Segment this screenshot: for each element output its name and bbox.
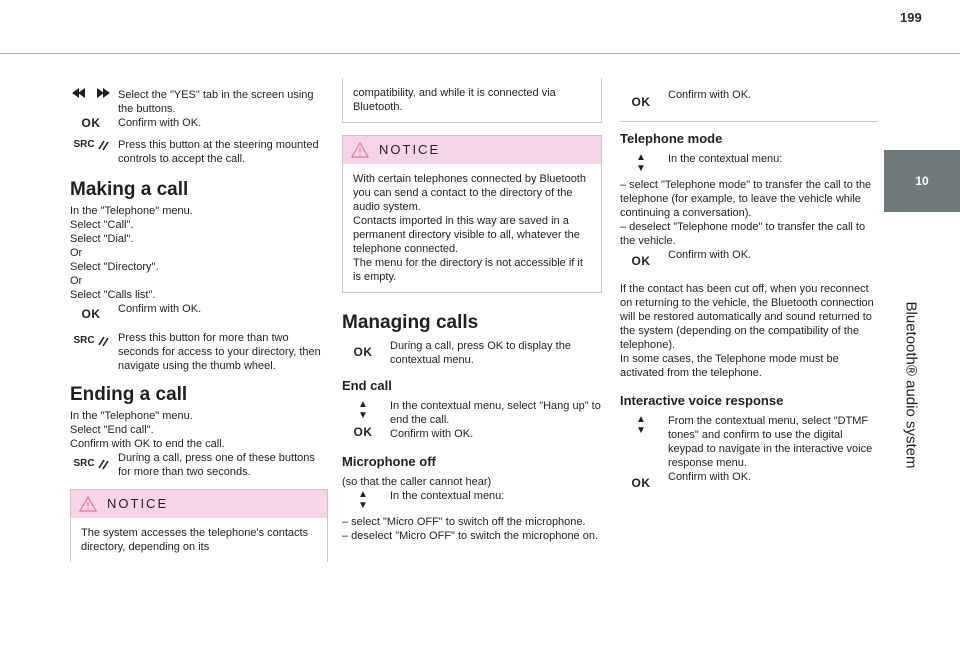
column-1 [70,80,328,562]
making-line-5: Or [70,275,83,287]
making-line-1: Select "Call". [70,219,134,231]
notice-line-1: Contacts imported in this way are saved in a permanent directory visible to all, whatever the telephone connected. [353,215,580,255]
making-confirm: Confirm with OK. [118,303,202,315]
ending-line-2: Confirm with OK to end the call. [70,438,225,450]
up-arrow-icon: ▲ [636,414,646,425]
notice-continued-text: compatibility, and while it is connected via Bluetooth. [353,87,556,113]
notice-continued-box [342,78,602,123]
ok-icon: OK [81,307,101,321]
down-arrow-icon: ▼ [358,410,368,421]
heading-making-call: Making a call [70,179,189,200]
end-call-confirm: Confirm with OK. [390,428,474,440]
down-arrow-icon: ▼ [636,425,646,436]
ok-icon: OK [81,116,101,130]
ok-icon: OK [631,95,651,109]
managing-text: During a call, press OK to display the contextual menu. [390,340,571,366]
mic-off-sub: (so that the caller cannot hear) [342,476,492,488]
column-2 [342,78,602,543]
ivr-confirm: Confirm with OK. [668,471,752,483]
left-right-arrows-icon [72,88,110,98]
page-number: 199 [900,10,922,25]
up-arrow-icon: ▲ [358,489,368,500]
ending-line-0: In the "Telephone" menu. [70,410,193,422]
up-arrow-icon: ▲ [358,399,368,410]
notice-title: NOTICE [107,496,169,511]
telephone-mode-para1: If the contact has been cut off, when you reconnect on returning to the vehicle, the Bluetooth connection will be restored automatically and sound returned to the system (depending on the compatibility of the telephone). [620,283,874,351]
telephone-mode-para2: In some cases, the Telephone mode must be activated from the telephone. [620,353,839,379]
heading-interactive-voice-response: Interactive voice response [620,393,784,408]
ok-icon: OK [353,425,373,439]
notice-box [342,135,602,293]
telephone-mode-confirm: Confirm with OK. [668,249,752,261]
warning-icon [79,496,97,512]
telephone-mode-line1: – select "Telephone mode" to transfer the call to the telephone (for example, to leave the vehicle while continuing a conversation). [620,179,872,219]
confirm-top: Confirm with OK. [668,89,752,101]
heading-telephone-mode: Telephone mode [620,131,723,146]
column-3 [620,88,878,490]
making-line-6: Select "Calls list". [70,289,156,301]
mic-off-menu: In the contextual menu: [390,490,505,502]
making-line-2: Select "Dial". [70,233,134,245]
heading-end-call: End call [342,378,392,393]
end-call-text: In the contextual menu, select "Hang up" to end the call. [390,400,601,426]
intro-confirm: Confirm with OK. [118,117,202,129]
notice-title: NOTICE [379,142,441,157]
intro-select-yes: Select the "YES" tab in the screen using the buttons. [118,89,314,115]
src-icon: SRC [73,334,108,348]
notice-text: The system accesses the telephone's contacts directory, depending on its [81,527,309,553]
heading-managing-calls: Managing calls [342,312,479,333]
making-line-3: Or [70,247,83,259]
src-icon: SRC [73,138,108,152]
ok-icon: OK [353,345,373,359]
chapter-tab: 10 [884,150,960,212]
notice-line-2: The menu for the directory is not accessible if it is empty. [353,257,583,283]
up-arrow-icon: ▲ [636,152,646,163]
ivr-text: From the contextual menu, select "DTMF tones" and confirm to use the digital keypad to navigate in the interactive voice response menu. [668,415,873,469]
telephone-mode-menu: In the contextual menu: [668,153,783,165]
warning-icon [351,142,369,158]
heading-ending-call: Ending a call [70,384,188,405]
mic-off-line1: – select "Micro OFF" to switch off the microphone. [342,516,586,528]
ok-icon: OK [631,254,651,268]
making-line-4: Select "Directory". [70,261,159,273]
notice-box [70,489,328,562]
intro-src-text: Press this button at the steering mounted controls to accept the call. [118,139,319,165]
making-line-0: In the "Telephone" menu. [70,205,193,217]
making-src-text: Press this button for more than two seconds for access to your directory, then navigate using the thumb wheel. [118,332,321,372]
section-divider [620,121,878,122]
header-rule [0,53,960,54]
down-arrow-icon: ▼ [636,163,646,174]
arrows-icon-group [70,88,112,130]
mic-off-line2: – deselect "Micro OFF" to switch the microphone on. [342,530,599,542]
ending-line-1: Select "End call". [70,424,154,436]
heading-microphone-off: Microphone off [342,454,436,469]
telephone-mode-line2: – deselect "Telephone mode" to transfer the call to the vehicle. [620,221,866,247]
ending-src-text: During a call, press one of these buttons for more than two seconds. [118,452,315,478]
chapter-title: Bluetooth® audio system [902,301,920,469]
notice-line-0: With certain telephones connected by Bluetooth you can send a contact to the directory of the audio system. [353,173,586,213]
down-arrow-icon: ▼ [358,500,368,511]
ok-icon: OK [631,476,651,490]
src-icon: SRC [73,457,108,471]
